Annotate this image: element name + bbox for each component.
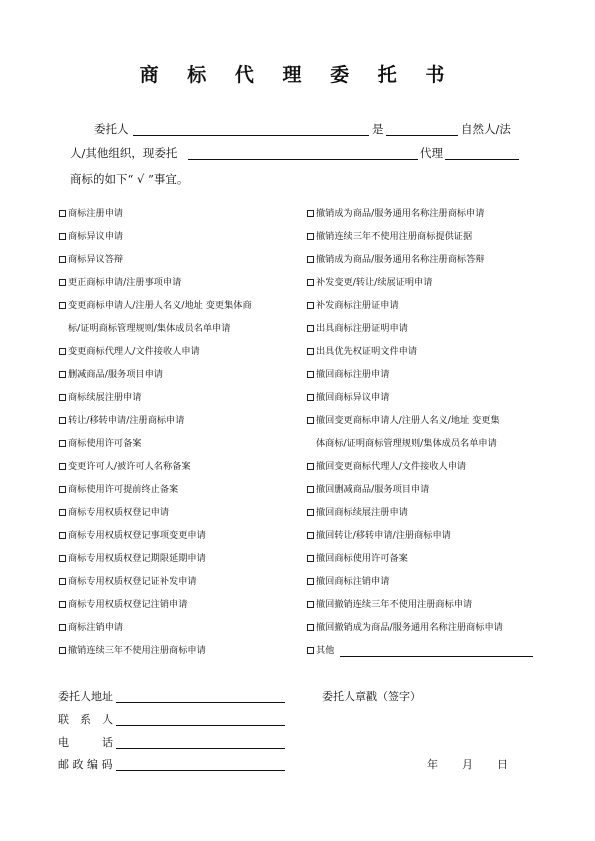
right-item[interactable]: 撤销成为商品/服务通用名称注册商标答辩 bbox=[307, 253, 484, 266]
month-label: 月 bbox=[462, 758, 473, 771]
left-item[interactable]: 变更许可人/被许可人名称备案 bbox=[59, 460, 191, 473]
checkbox[interactable] bbox=[307, 417, 314, 424]
checkbox[interactable] bbox=[307, 578, 314, 585]
checkbox[interactable] bbox=[59, 578, 66, 585]
right-item[interactable]: 撤销连续三年不使用注册商标提供证据 bbox=[307, 230, 472, 243]
right-item[interactable]: 撤回变更商标申请人/注册人名义/地址 变更集 bbox=[307, 414, 500, 427]
principal-label: 委托人 bbox=[94, 122, 129, 136]
right-item[interactable]: 撤回商标注册申请 bbox=[307, 368, 390, 381]
checkbox[interactable] bbox=[59, 624, 66, 631]
left-item[interactable]: 商标续展注册申请 bbox=[59, 391, 142, 404]
checkbox[interactable] bbox=[307, 463, 314, 470]
left-item[interactable]: 商标专用权质权登记事项变更申请 bbox=[59, 529, 206, 542]
agent-label: 代理 bbox=[420, 146, 443, 160]
right-item[interactable]: 撤回撤销成为商品/服务通用名称注册商标申请 bbox=[307, 621, 503, 634]
checkbox[interactable] bbox=[307, 279, 314, 286]
day-label: 日 bbox=[497, 758, 508, 771]
left-item[interactable]: 商标专用权质权登记证补发申请 bbox=[59, 575, 197, 588]
matters-label: 商标的如下“ √ ”事宜。 bbox=[70, 172, 189, 186]
postcode-label: 邮 政 编 码 bbox=[58, 758, 113, 771]
right-item[interactable]: 撤回商标异议申请 bbox=[307, 391, 390, 404]
checkbox[interactable] bbox=[59, 647, 66, 654]
right-item[interactable]: 撤回撤销连续三年不使用注册商标申请 bbox=[307, 598, 472, 611]
person-type-label: 自然人/法 bbox=[461, 122, 511, 136]
right-item[interactable]: 撤回商标续展注册申请 bbox=[307, 506, 408, 519]
left-item[interactable]: 商标注销申请 bbox=[59, 621, 123, 634]
contact-label: 联 系 人 bbox=[58, 713, 113, 726]
checkbox[interactable] bbox=[307, 233, 314, 240]
checkbox[interactable] bbox=[307, 302, 314, 309]
left-item[interactable]: 商标异议申请 bbox=[59, 230, 123, 243]
seal-label: 委托人章戳（签字） bbox=[322, 690, 421, 703]
left-item[interactable]: 商标专用权质权登记注销申请 bbox=[59, 598, 187, 611]
checkbox[interactable] bbox=[59, 302, 66, 309]
checkbox[interactable] bbox=[307, 371, 314, 378]
checkbox[interactable] bbox=[59, 348, 66, 355]
checkbox[interactable] bbox=[59, 486, 66, 493]
checkbox[interactable] bbox=[59, 417, 66, 424]
right-item[interactable]: 撤回变更商标代理人/文件接收人申请 bbox=[307, 460, 466, 473]
left-item[interactable]: 商标注册申请 bbox=[59, 207, 123, 220]
right-item-other[interactable]: 其他 bbox=[307, 644, 334, 657]
entrust-label: 人/其他组织，现委托 bbox=[70, 146, 178, 160]
left-item[interactable]: 商标使用许可提前终止备案 bbox=[59, 483, 178, 496]
right-item[interactable]: 撤销成为商品/服务通用名称注册商标申请 bbox=[307, 207, 484, 220]
left-item[interactable]: 撤销连续三年不使用注册商标申请 bbox=[59, 644, 206, 657]
right-item[interactable]: 撤回删减商品/服务项目申请 bbox=[307, 483, 429, 496]
checkbox[interactable] bbox=[59, 601, 66, 608]
right-item[interactable]: 出具商标注册证明申请 bbox=[307, 322, 408, 335]
right-item[interactable]: 出具优先权证明文件申请 bbox=[307, 345, 417, 358]
checkbox[interactable] bbox=[59, 279, 66, 286]
address-field[interactable] bbox=[116, 702, 285, 703]
checkbox[interactable] bbox=[307, 601, 314, 608]
left-item[interactable]: 变更商标申请人/注册人名义/地址 变更集体商 bbox=[59, 299, 252, 312]
left-item[interactable]: 转让/移转申请/注册商标申请 bbox=[59, 414, 184, 427]
right-item[interactable]: 补发商标注册证申请 bbox=[307, 299, 399, 312]
checkbox[interactable] bbox=[307, 555, 314, 562]
right-item-continuation: 体商标/证明商标管理规则/集体成员名单申请 bbox=[316, 438, 497, 449]
checkbox[interactable] bbox=[59, 233, 66, 240]
principal-name-field[interactable] bbox=[133, 135, 369, 136]
checkbox[interactable] bbox=[307, 624, 314, 631]
other-field[interactable] bbox=[340, 656, 533, 657]
is-label: 是 bbox=[372, 122, 384, 136]
right-item[interactable]: 撤回转让/移转申请/注册商标申请 bbox=[307, 529, 451, 542]
year-label: 年 bbox=[427, 758, 438, 771]
checkbox[interactable] bbox=[307, 348, 314, 355]
page-title: 商 标 代 理 委 托 书 bbox=[139, 64, 456, 86]
left-item[interactable]: 删减商品/服务项目申请 bbox=[59, 368, 163, 381]
checkbox[interactable] bbox=[307, 486, 314, 493]
left-item[interactable]: 商标使用许可备案 bbox=[59, 437, 142, 450]
checkbox[interactable] bbox=[307, 256, 314, 263]
postcode-field[interactable] bbox=[116, 770, 285, 771]
right-item[interactable]: 撤回商标注销申请 bbox=[307, 575, 390, 588]
left-item-continuation: 标/证明商标管理规则/集体成员名单申请 bbox=[68, 323, 231, 334]
checkbox[interactable] bbox=[59, 555, 66, 562]
left-item[interactable]: 商标异议答辩 bbox=[59, 253, 123, 266]
left-item[interactable]: 商标专用权质权登记申请 bbox=[59, 506, 169, 519]
right-item[interactable]: 补发变更/转让/续展证明申请 bbox=[307, 276, 432, 289]
trademark-name-field[interactable] bbox=[445, 159, 519, 160]
checkbox[interactable] bbox=[59, 440, 66, 447]
agent-name-field[interactable] bbox=[188, 159, 418, 160]
right-item[interactable]: 撤回商标使用许可备案 bbox=[307, 552, 408, 565]
phone-field[interactable] bbox=[116, 748, 285, 749]
checkbox[interactable] bbox=[307, 509, 314, 516]
checkbox[interactable] bbox=[307, 210, 314, 217]
address-label: 委托人地址 bbox=[58, 690, 113, 703]
checkbox[interactable] bbox=[59, 210, 66, 217]
checkbox[interactable] bbox=[307, 325, 314, 332]
checkbox[interactable] bbox=[307, 532, 314, 539]
phone-label: 电 话 bbox=[58, 736, 113, 749]
checkbox[interactable] bbox=[59, 394, 66, 401]
checkbox[interactable] bbox=[307, 647, 314, 654]
left-item[interactable]: 更正商标申请/注册事项申请 bbox=[59, 276, 181, 289]
checkbox[interactable] bbox=[307, 394, 314, 401]
checkbox[interactable] bbox=[59, 463, 66, 470]
principal-type-field[interactable] bbox=[386, 135, 458, 136]
checkbox[interactable] bbox=[59, 532, 66, 539]
contact-field[interactable] bbox=[116, 725, 285, 726]
left-item[interactable]: 商标专用权质权登记期限延期申请 bbox=[59, 552, 206, 565]
left-item[interactable]: 变更商标代理人/文件接收人申请 bbox=[59, 345, 200, 358]
checkbox[interactable] bbox=[59, 509, 66, 516]
checkbox[interactable] bbox=[59, 371, 66, 378]
checkbox[interactable] bbox=[59, 256, 66, 263]
